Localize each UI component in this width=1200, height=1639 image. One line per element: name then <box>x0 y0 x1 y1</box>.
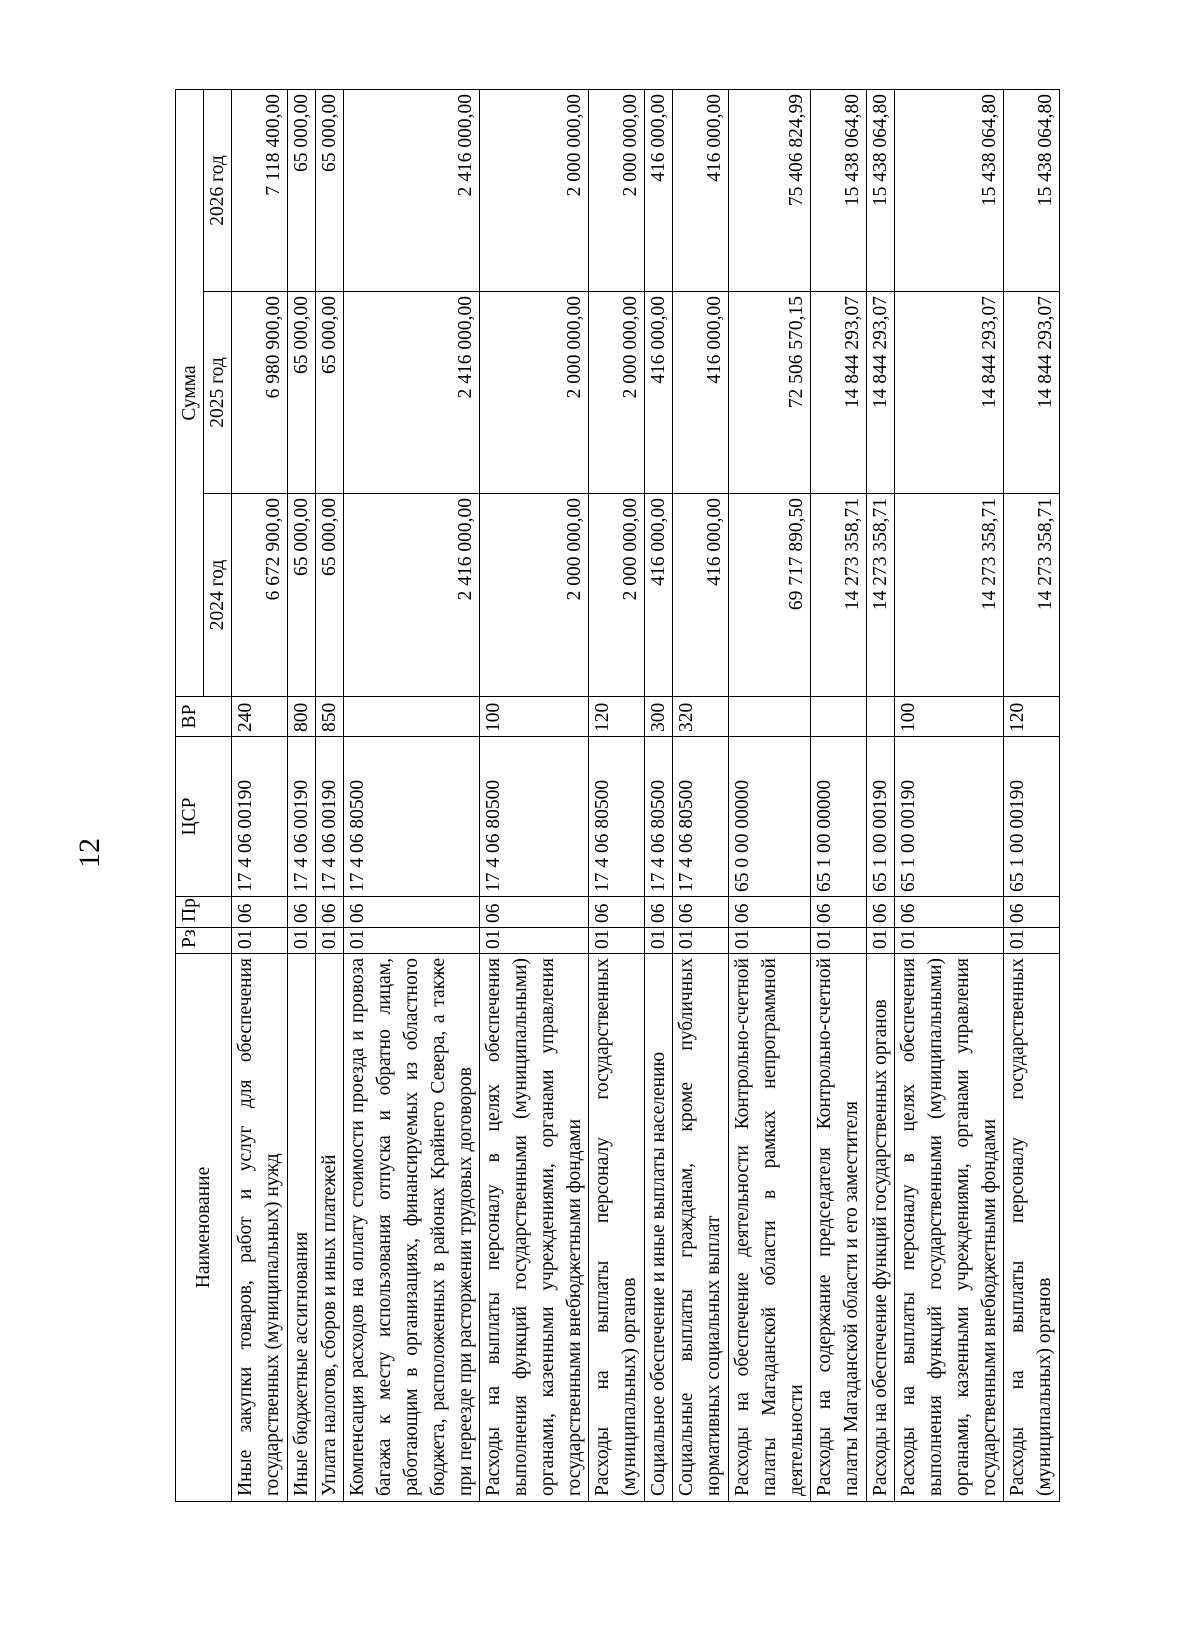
row-2025: 416 000,00 <box>645 292 673 494</box>
row-pr: 06 <box>811 897 867 928</box>
row-2024: 2 416 000,00 <box>344 494 480 697</box>
table-row <box>589 89 645 1501</box>
table-row <box>344 89 480 1501</box>
row-name: Социальное обеспечение и иные выплаты населению <box>645 954 673 1502</box>
row-vr: 120 <box>589 697 645 737</box>
row-pr: 06 <box>344 897 480 928</box>
header-csr: ЦСР <box>176 737 232 897</box>
row-2026: 15 438 064,80 <box>811 89 867 291</box>
row-name: Компенсация расходов на оплату стоимости проезда и провоза багажа к месту использования отпуска и обратно лицам, работающим в организациях, финансируемых из областного бюджета, расположенных в районах Крайнего Севера, а также при переезде при расторжении трудовых договоров <box>344 954 480 1502</box>
row-2024: 2 000 000,00 <box>589 494 645 697</box>
row-rz: 01 <box>344 928 480 954</box>
row-pr: 06 <box>729 897 811 928</box>
header-vr: ВР <box>176 697 232 737</box>
row-rz: 01 <box>895 928 1004 954</box>
table-row <box>1004 89 1060 1501</box>
row-name: Иные закупки товаров, работ и услуг для обеспечения государственных (муниципальных) нужд <box>232 954 288 1502</box>
row-2024: 65 000,00 <box>288 494 316 697</box>
row-2024: 69 717 890,50 <box>729 494 811 697</box>
row-pr: 06 <box>895 897 1004 928</box>
header-sum: Сумма <box>176 89 204 696</box>
row-rz: 01 <box>729 928 811 954</box>
table-row <box>232 89 288 1501</box>
row-vr: 300 <box>645 697 673 737</box>
rotated-page-content <box>175 90 1056 1502</box>
row-2025: 6 980 900,00 <box>232 292 288 494</box>
row-name: Социальные выплаты гражданам, кроме публичных нормативных социальных выплат <box>673 954 729 1502</box>
row-pr: 06 <box>232 897 288 928</box>
row-2025: 416 000,00 <box>673 292 729 494</box>
row-csr: 17 4 06 00190 <box>288 737 316 897</box>
row-rz: 01 <box>480 928 589 954</box>
row-name: Иные бюджетные ассигнования <box>288 954 316 1502</box>
row-csr: 17 4 06 80500 <box>589 737 645 897</box>
row-name: Расходы на выплаты персоналу в целях обеспечения выполнения функций государственными (муниципальными) органами, казенными учреждениями, органами управления государственными внебюджетными фондами <box>895 954 1004 1502</box>
row-name: Расходы на обеспечение деятельности Контрольно-счетной палаты Магаданской области в рамках непрограммной деятельности <box>729 954 811 1502</box>
row-2024: 416 000,00 <box>645 494 673 697</box>
row-2026: 7 118 400,00 <box>232 89 288 291</box>
table-row <box>316 89 344 1501</box>
table-row <box>480 89 589 1501</box>
row-2024: 2 000 000,00 <box>480 494 589 697</box>
row-csr: 17 4 06 80500 <box>344 737 480 897</box>
row-vr: 800 <box>288 697 316 737</box>
row-2025: 14 844 293,07 <box>867 292 895 494</box>
row-2025: 72 506 570,15 <box>729 292 811 494</box>
page-number: 12 <box>73 838 106 868</box>
row-csr: 65 1 00 00190 <box>1004 737 1060 897</box>
row-vr: 100 <box>480 697 589 737</box>
row-2026: 2 000 000,00 <box>480 89 589 291</box>
row-name: Уплата налогов, сборов и иных платежей <box>316 954 344 1502</box>
row-2024: 14 273 358,71 <box>811 494 867 697</box>
row-csr: 17 4 06 80500 <box>673 737 729 897</box>
row-rz: 01 <box>645 928 673 954</box>
header-name: Наименование <box>176 954 232 1502</box>
row-2024: 14 273 358,71 <box>1004 494 1060 697</box>
row-csr: 65 1 00 00000 <box>811 737 867 897</box>
header-year-2025: 2025 год <box>204 292 232 494</box>
row-vr: 320 <box>673 697 729 737</box>
header-year-2024: 2024 год <box>204 494 232 697</box>
row-rz: 01 <box>589 928 645 954</box>
row-vr <box>729 697 811 737</box>
row-pr: 06 <box>288 897 316 928</box>
table-row <box>288 89 316 1501</box>
row-2026: 15 438 064,80 <box>1004 89 1060 291</box>
row-2026: 416 000,00 <box>673 89 729 291</box>
row-2026: 2 416 000,00 <box>344 89 480 291</box>
table-row <box>895 89 1004 1501</box>
row-2025: 2 000 000,00 <box>480 292 589 494</box>
header-year-2026: 2026 год <box>204 89 232 291</box>
row-rz: 01 <box>288 928 316 954</box>
header-row-top <box>176 89 204 1501</box>
header-rz: Рз <box>176 928 232 954</box>
row-2025: 14 844 293,07 <box>811 292 867 494</box>
row-csr: 65 1 00 00190 <box>895 737 1004 897</box>
row-name: Расходы на содержание председателя Контрольно-счетной палаты Магаданской области и его заместителя <box>811 954 867 1502</box>
row-rz: 01 <box>673 928 729 954</box>
row-csr: 17 4 06 00190 <box>232 737 288 897</box>
table-row <box>867 89 895 1501</box>
row-name: Расходы на выплаты персоналу в целях обеспечения выполнения функций государственными (муниципальными) органами, казенными учреждениями, органами управления государственными внебюджетными фондами <box>480 954 589 1502</box>
row-2024: 416 000,00 <box>673 494 729 697</box>
row-rz: 01 <box>867 928 895 954</box>
row-rz: 01 <box>1004 928 1060 954</box>
row-2025: 14 844 293,07 <box>1004 292 1060 494</box>
row-vr: 240 <box>232 697 288 737</box>
row-csr: 17 4 06 00190 <box>316 737 344 897</box>
row-vr: 120 <box>1004 697 1060 737</box>
table-row <box>729 89 811 1501</box>
row-pr: 06 <box>673 897 729 928</box>
budget-table <box>175 89 1060 1502</box>
row-2025: 65 000,00 <box>316 292 344 494</box>
row-csr: 65 0 00 00000 <box>729 737 811 897</box>
header-pr: Пр <box>176 897 232 928</box>
table-row <box>645 89 673 1501</box>
row-pr: 06 <box>645 897 673 928</box>
row-2024: 14 273 358,71 <box>867 494 895 697</box>
row-name: Расходы на обеспечение функций государственных органов <box>867 954 895 1502</box>
row-2025: 14 844 293,07 <box>895 292 1004 494</box>
row-rz: 01 <box>811 928 867 954</box>
row-vr: 100 <box>895 697 1004 737</box>
row-2024: 14 273 358,71 <box>895 494 1004 697</box>
row-2025: 2 416 000,00 <box>344 292 480 494</box>
row-vr <box>811 697 867 737</box>
row-csr: 17 4 06 80500 <box>645 737 673 897</box>
row-rz: 01 <box>232 928 288 954</box>
row-name: Расходы на выплаты персоналу государственных (муниципальных) органов <box>589 954 645 1502</box>
row-2026: 15 438 064,80 <box>895 89 1004 291</box>
table-row <box>673 89 729 1501</box>
row-pr: 06 <box>316 897 344 928</box>
row-pr: 06 <box>867 897 895 928</box>
row-2025: 65 000,00 <box>288 292 316 494</box>
row-2024: 6 672 900,00 <box>232 494 288 697</box>
row-2026: 75 406 824,99 <box>729 89 811 291</box>
row-csr: 17 4 06 80500 <box>480 737 589 897</box>
row-2024: 65 000,00 <box>316 494 344 697</box>
row-rz: 01 <box>316 928 344 954</box>
row-2026: 416 000,00 <box>645 89 673 291</box>
row-vr <box>344 697 480 737</box>
row-name: Расходы на выплаты персоналу государственных (муниципальных) органов <box>1004 954 1060 1502</box>
row-2026: 15 438 064,80 <box>867 89 895 291</box>
row-pr: 06 <box>589 897 645 928</box>
row-pr: 06 <box>480 897 589 928</box>
row-2026: 65 000,00 <box>288 89 316 291</box>
row-vr: 850 <box>316 697 344 737</box>
row-2026: 2 000 000,00 <box>589 89 645 291</box>
row-vr <box>867 697 895 737</box>
row-2025: 2 000 000,00 <box>589 292 645 494</box>
row-csr: 65 1 00 00190 <box>867 737 895 897</box>
row-pr: 06 <box>1004 897 1060 928</box>
row-2026: 65 000,00 <box>316 89 344 291</box>
table-row <box>811 89 867 1501</box>
